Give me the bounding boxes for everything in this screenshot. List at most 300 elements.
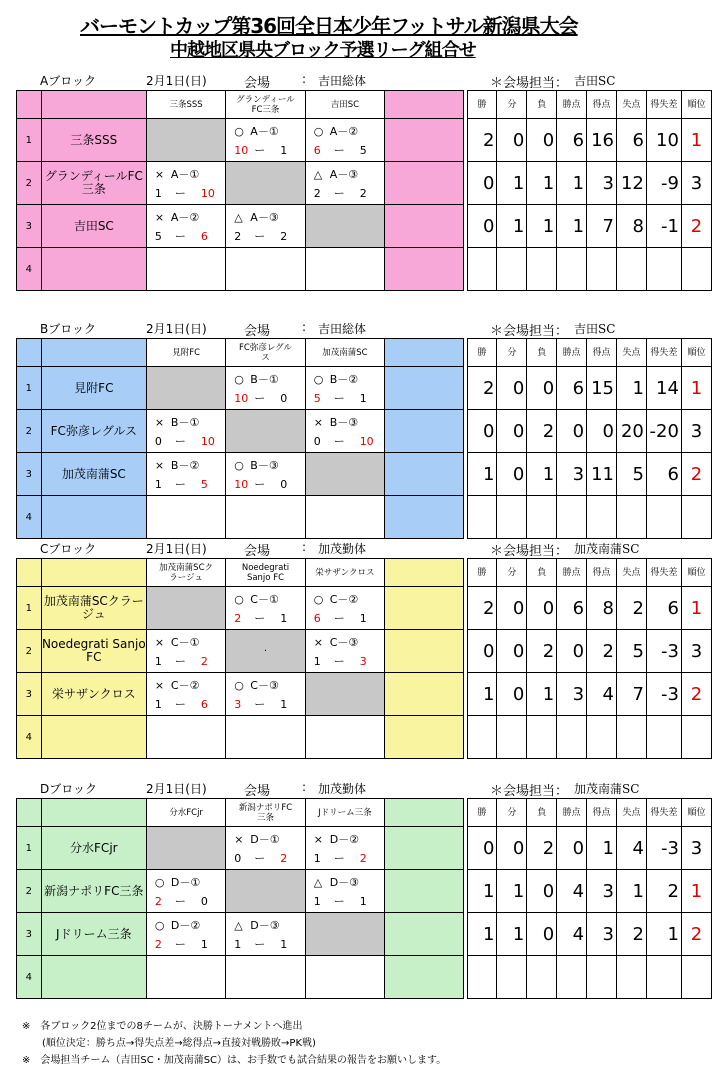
match-cell [305,587,384,630]
stat-header: 勝点 [557,91,587,119]
venue-colon: : [302,320,307,334]
stat-header: 勝点 [557,339,587,367]
score-left: 6 [313,143,321,157]
table-row [17,367,712,410]
self-match-cell [146,119,225,162]
result-mark: × [154,635,165,649]
score-left: 0 [313,434,321,448]
match-score [306,185,384,201]
stat-value: 3 [557,453,587,496]
score-dash: ー [333,611,345,625]
match-score [226,390,304,406]
result-mark: △ [234,918,243,932]
rank-value [681,716,711,759]
score-right: 10 [359,434,374,448]
stat-value [527,956,557,999]
table-row [17,248,712,291]
result-mark: ○ [234,458,244,472]
table-row [17,496,712,539]
block-header [16,778,712,798]
result-mark: × [154,415,165,429]
block-date: 2月1日(日) [146,322,207,336]
result-mark: × [154,458,165,472]
team-number: 3 [17,453,42,496]
team-number: 1 [17,587,42,630]
venue-colon: : [302,780,307,794]
stat-value [527,716,557,759]
score-dash: ー [254,143,266,157]
result-mark: △ [313,167,323,181]
score-right: 0 [200,894,208,908]
venue-name: 吉田総体 [318,322,367,336]
team-number: 3 [17,205,42,248]
score-left: 2 [313,186,321,200]
stat-value [497,956,527,999]
venue-label: 会場 [244,76,271,91]
table-row [17,162,712,205]
score-dash: ー [174,477,186,491]
match-code-line [306,831,384,847]
venue-label: 会場 [244,324,271,339]
stat-header: 得点 [587,559,617,587]
match-cell [305,870,384,913]
score-dash: ー [333,434,345,448]
stat-value: 4 [557,913,587,956]
venue-name: 吉田総体 [318,74,367,88]
stat-value: 6 [617,119,647,162]
match-score [226,228,304,244]
result-mark: ○ [234,592,244,606]
match-score [147,653,225,669]
score-left: 0 [234,851,242,865]
block-name: Cブロック [40,542,97,556]
result-mark: △ [234,210,243,224]
match-code: B－① [250,372,279,386]
score-left: 0 [154,434,162,448]
match-cell [226,587,305,630]
result-mark: ○ [154,875,165,889]
score-left: 6 [313,611,321,625]
rank-value: 1 [681,119,711,162]
opponent-header: Noedegrati Sanjo FC [226,559,305,587]
stat-value: 3 [587,870,617,913]
team-name: 見附FC [41,367,146,410]
empty-match-cell [146,716,225,759]
match-score [226,696,304,712]
stat-value: 4 [587,673,617,716]
score-right: 5 [359,143,367,157]
table-row [17,410,712,453]
match-score [147,185,225,201]
result-mark: × [154,678,165,692]
row-fill [385,587,464,630]
match-cell [226,367,305,410]
note-line: ※ 各ブロック2位までの8チームが、決勝トーナメントへ進出 [22,1021,303,1032]
stat-value: 2 [617,913,647,956]
stat-header: 勝 [467,91,497,119]
table-row [17,956,712,999]
manager-label: ＊会場担当： [490,544,569,559]
match-code: A－② [170,210,200,224]
stat-value: 3 [587,913,617,956]
stat-value: 0 [587,410,617,453]
match-cell [305,119,384,162]
opponent-header: グランディール FC三条 [226,91,305,119]
result-mark: ○ [234,678,244,692]
team-name: FC弥彦レグルス [41,410,146,453]
rank-value: 1 [681,587,711,630]
stat-value [617,496,647,539]
score-right: 2 [280,229,288,243]
row-fill [385,827,464,870]
stat-header: 得失差 [646,91,681,119]
note-line: (順位決定：勝ち点→得失点差→総得点→直接対戦勝敗→PK戦) [22,1038,316,1049]
match-cell [146,870,225,913]
match-code: C－② [170,678,200,692]
league-table [16,798,712,999]
match-code-line [306,371,384,387]
venue-colon: : [302,540,307,554]
stat-value: 0 [527,870,557,913]
score-left: 5 [313,391,321,405]
match-code-line [226,917,304,933]
rank-value [681,956,711,999]
score-dash: ー [333,186,345,200]
stat-value: 0 [467,410,497,453]
stat-value: 0 [497,410,527,453]
match-cell [146,205,225,248]
stat-value: -20 [646,410,681,453]
match-code-line [306,414,384,430]
result-mark: ○ [313,372,324,386]
self-match-cell [305,673,384,716]
self-match-cell: · [226,630,305,673]
team-name [41,496,146,539]
match-code-line [147,414,225,430]
score-right: 5 [200,477,208,491]
match-code: B－③ [329,415,359,429]
empty-match-cell [226,496,305,539]
team-name: Noedegrati Sanjo FC [41,630,146,673]
match-score [226,936,304,952]
stat-value: 3 [557,673,587,716]
block-name: Dブロック [40,782,98,796]
match-score [306,433,384,449]
stat-value: 0 [497,367,527,410]
stat-value [587,496,617,539]
self-match-cell [226,162,305,205]
team-name [41,716,146,759]
match-score [147,696,225,712]
block-header [16,70,712,90]
stat-value [467,496,497,539]
block-date: 2月1日(日) [146,782,207,796]
stat-header: 得失差 [646,799,681,827]
match-code-line [226,371,304,387]
match-code: A－① [250,124,279,138]
team-name: 分水FCjr [41,827,146,870]
stat-header: 失点 [617,91,647,119]
result-mark: ○ [234,124,244,138]
table-row [17,716,712,759]
score-dash: ー [254,697,266,711]
match-cell [226,673,305,716]
match-cell [146,162,225,205]
match-cell [146,630,225,673]
header-corner [41,339,146,367]
stat-header: 得点 [587,339,617,367]
match-code-line [306,123,384,139]
stat-value: 0 [557,827,587,870]
stat-value: 8 [587,587,617,630]
match-score [306,653,384,669]
self-match-cell [226,410,305,453]
team-number: 2 [17,162,42,205]
team-name: Jドリーム三条 [41,913,146,956]
score-right: 2 [359,186,367,200]
league-table [16,338,712,539]
table-row [17,913,712,956]
score-right: 0 [280,477,288,491]
stat-header: 得失差 [646,339,681,367]
match-code-line [147,457,225,473]
stat-value: 1 [617,870,647,913]
stat-value: 2 [617,587,647,630]
table-header-row [17,559,712,587]
stat-header: 負 [527,559,557,587]
rank-value: 1 [681,367,711,410]
score-right: 0 [280,391,288,405]
score-left: 10 [234,143,249,157]
stat-value [646,496,681,539]
score-right: 1 [200,937,208,951]
match-score [226,850,304,866]
self-match-cell [305,205,384,248]
score-left: 1 [234,937,242,951]
opponent-header: Jドリーム三条 [305,799,384,827]
match-cell [226,205,305,248]
score-dash: ー [333,894,345,908]
rank-value: 2 [681,673,711,716]
stat-value [497,248,527,291]
match-code-line [226,457,304,473]
result-mark: × [154,167,165,181]
score-dash: ー [174,697,186,711]
empty-match-cell [146,956,225,999]
empty-match-cell [146,248,225,291]
stat-value: 2 [527,630,557,673]
opponent-header: 分水FCjr [146,799,225,827]
stat-header: 勝 [467,799,497,827]
score-dash: ー [333,143,345,157]
match-code-line [306,634,384,650]
self-match-cell [146,827,225,870]
block-date: 2月1日(日) [146,74,207,88]
match-code-line [226,677,304,693]
stat-header: 勝 [467,339,497,367]
table-header-row [17,339,712,367]
table-row [17,453,712,496]
venue-label: 会場 [244,544,271,559]
stat-value: 0 [497,119,527,162]
match-code: C－① [170,635,200,649]
match-code: A－① [170,167,200,181]
match-code: C－③ [329,635,359,649]
header-corner [17,799,42,827]
match-cell [146,410,225,453]
stat-value [587,956,617,999]
stat-header: 得点 [587,799,617,827]
score-dash: ー [174,654,186,668]
stat-value: 0 [467,630,497,673]
row-fill [385,913,464,956]
stat-header: 得失差 [646,559,681,587]
stat-value: 5 [617,453,647,496]
stat-value: 0 [497,587,527,630]
team-number: 2 [17,630,42,673]
team-name: 加茂南蒲SC [41,453,146,496]
block-header [16,538,712,558]
match-score [226,610,304,626]
table-row [17,587,712,630]
table-row [17,870,712,913]
manager-label: ＊会場担当： [490,784,569,799]
rank-value [681,248,711,291]
score-right: 1 [280,937,288,951]
stat-value: 1 [467,673,497,716]
stat-value: 4 [617,827,647,870]
stat-value: 2 [527,410,557,453]
header-fill [385,799,464,827]
score-dash: ー [254,477,266,491]
match-score [306,850,384,866]
match-code: D－① [250,832,280,846]
score-right: 1 [359,611,367,625]
match-cell [305,162,384,205]
stat-value: 2 [467,367,497,410]
stat-value: 1 [617,367,647,410]
stat-value: 6 [557,367,587,410]
match-score [306,142,384,158]
self-match-cell [146,587,225,630]
score-dash: ー [333,851,345,865]
rank-value: 3 [681,410,711,453]
match-code: B－② [170,458,200,472]
stat-value: 6 [646,587,681,630]
score-dash: ー [174,434,186,448]
block-name: Bブロック [40,322,96,336]
row-fill [385,410,464,453]
match-code-line [226,591,304,607]
score-left: 1 [313,894,321,908]
team-number: 1 [17,827,42,870]
opponent-header: 三条SSS [146,91,225,119]
table-row [17,827,712,870]
stat-value: 2 [527,827,557,870]
stat-value: -9 [646,162,681,205]
stat-value [497,496,527,539]
match-score [226,476,304,492]
score-left: 2 [234,611,242,625]
score-left: 2 [154,894,162,908]
empty-match-cell [305,956,384,999]
league-table [16,90,712,291]
stat-value: 5 [617,630,647,673]
note-line: ※ 会場担当チーム（吉田SC・加茂南蒲SC）は、お手数でも試合結果の報告をお願いします。 [22,1055,447,1066]
score-dash: ー [254,937,266,951]
page-subtitle: 中越地区県央ブロック予選リーグ組合せ [170,40,476,61]
row-fill [385,453,464,496]
stat-value [617,956,647,999]
stat-value [617,248,647,291]
match-code: D－③ [329,875,360,889]
score-right: 1 [280,143,288,157]
rank-value: 2 [681,205,711,248]
header-corner [17,91,42,119]
stat-value: -3 [646,630,681,673]
stat-value: 3 [587,162,617,205]
stat-header: 失点 [617,799,647,827]
score-right: 6 [200,229,208,243]
score-right: 1 [280,611,288,625]
score-left: 2 [154,937,162,951]
stat-value: 20 [617,410,647,453]
result-mark: × [154,210,165,224]
team-number: 1 [17,119,42,162]
match-code: B－① [170,415,200,429]
rank-value: 1 [681,870,711,913]
stat-value: 1 [587,827,617,870]
self-match-cell [305,453,384,496]
stat-value: 12 [617,162,647,205]
manager-label: ＊会場担当： [490,324,569,339]
score-right: 1 [280,697,288,711]
block-d [16,778,712,999]
match-code-line [306,591,384,607]
match-code-line [147,634,225,650]
match-score [147,893,225,909]
stat-value [587,716,617,759]
stat-header: 得点 [587,91,617,119]
score-right: 1 [359,894,367,908]
team-name [41,248,146,291]
empty-match-cell [305,716,384,759]
match-code-line [147,874,225,890]
stat-value [646,248,681,291]
stat-value: -3 [646,673,681,716]
stat-value: 10 [646,119,681,162]
stat-value: 1 [467,453,497,496]
stat-header: 分 [497,799,527,827]
score-right: 10 [200,186,215,200]
stat-value: 1 [527,205,557,248]
match-cell [226,119,305,162]
match-code-line [226,831,304,847]
team-number: 1 [17,367,42,410]
result-mark: ○ [234,372,244,386]
self-match-cell [305,913,384,956]
score-right: 2 [200,654,208,668]
empty-match-cell [305,496,384,539]
result-mark: × [313,415,323,429]
match-code: B－③ [250,458,279,472]
match-code: D－③ [250,918,280,932]
match-code: C－① [250,592,279,606]
row-fill [385,119,464,162]
score-right: 1 [359,391,367,405]
row-fill [385,630,464,673]
header-corner [41,91,146,119]
